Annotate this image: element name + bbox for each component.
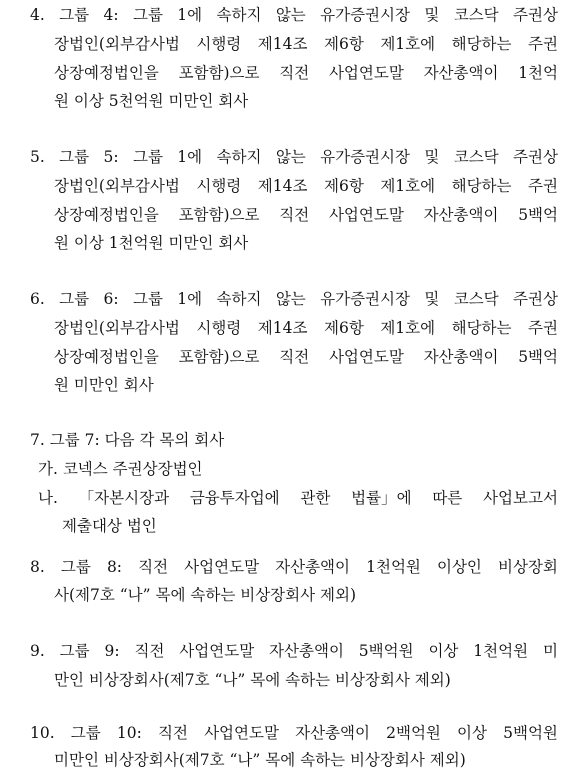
word: 사업연도말 [204, 724, 279, 742]
word: 주권 [528, 35, 558, 53]
text-line [54, 63, 558, 83]
text-line [38, 488, 558, 508]
word: 사업연도말 [328, 64, 404, 82]
word: 제14조 [257, 35, 308, 53]
word: 그룹 [132, 6, 163, 24]
word: 장법인(외부감사법 [54, 177, 180, 195]
word: 이상 [428, 642, 459, 660]
word: 자산총액이 [423, 348, 499, 366]
word: 직전 [279, 348, 310, 366]
word: 그룹 [60, 558, 91, 576]
text-line: 사(제7호 “나” 목에 속하는 비상장회사 제외) [54, 586, 357, 604]
word: 않는 [275, 148, 306, 166]
text-line: 원 미만인 회사 [54, 376, 154, 394]
text-line [30, 723, 558, 743]
word: 해당하는 [451, 35, 512, 53]
word: 4: [103, 6, 119, 24]
word: 1천억 [518, 64, 558, 82]
word: 않는 [275, 290, 306, 308]
word: 코스닥 [453, 290, 499, 308]
word: 5백억 [518, 348, 558, 366]
word: 그룹 [59, 290, 90, 308]
word: 않는 [275, 6, 306, 24]
word: 그룹 [59, 642, 90, 660]
word: 및 [424, 148, 440, 166]
word: 속하지 [216, 290, 262, 308]
word: 포함함)으로 [178, 206, 260, 224]
word: 사업보고서 [483, 489, 558, 507]
word: 4. [30, 6, 45, 24]
word: 5백억원 [503, 724, 558, 742]
word: 그룹 [132, 148, 163, 166]
word: 2백억원 [386, 724, 441, 742]
word: 그룹 [59, 6, 90, 24]
word: 법률」에 [351, 489, 412, 507]
word: 6. [30, 290, 45, 308]
word: 자산총액이 [269, 642, 344, 660]
word: 1천억원 [366, 558, 421, 576]
word: 10. [30, 724, 55, 742]
word: 코스닥 [453, 6, 499, 24]
word: 상장예정법인을 [54, 206, 159, 224]
text-line [30, 557, 558, 577]
word: 속하지 [216, 6, 262, 24]
word: 해당하는 [451, 319, 512, 337]
word: 5백억 [518, 206, 558, 224]
word: 사업연도말 [184, 558, 260, 576]
text-line [54, 205, 558, 225]
word: 9: [104, 642, 120, 660]
word: 속하지 [216, 148, 262, 166]
word: 「자본시장과 [78, 489, 170, 507]
word: 8. [30, 558, 45, 576]
word: 시행령 [196, 35, 242, 53]
word: 이상 [457, 724, 487, 742]
text-line: 만인 비상장회사(제7호 “나” 목에 속하는 비상장회사 제외) [54, 671, 451, 689]
word: 장법인(외부감사법 [54, 35, 180, 53]
word: 5백억원 [358, 642, 414, 660]
word: 6: [103, 290, 119, 308]
word: 주권상 [513, 290, 558, 308]
word: 시행령 [196, 177, 242, 195]
word: 10: [116, 724, 142, 742]
word: 상장예정법인을 [54, 64, 159, 82]
word: 제1호에 [380, 319, 436, 337]
text-line: 가. 코넥스 주권상장법인 [38, 460, 203, 478]
word: 따른 [432, 489, 463, 507]
word: 나. [38, 489, 58, 507]
word: 포함함)으로 [178, 64, 260, 82]
word: 주권 [528, 319, 558, 337]
word: 이상인 [436, 558, 482, 576]
word: 직전 [134, 642, 165, 660]
word: 제6항 [323, 319, 364, 337]
word: 코스닥 [453, 148, 499, 166]
text-line [30, 641, 558, 661]
word: 직전 [157, 724, 188, 742]
word: 유가증권시장 [320, 6, 410, 24]
word: 미 [542, 642, 558, 660]
word: 제1호에 [380, 177, 436, 195]
text-line: 원 이상 1천억원 미만인 회사 [54, 234, 249, 252]
word: 및 [424, 6, 440, 24]
text-line [54, 318, 558, 338]
word: 해당하는 [451, 177, 512, 195]
word: 자산총액이 [423, 206, 499, 224]
word: 비상장회 [498, 558, 558, 576]
word: 유가증권시장 [320, 290, 410, 308]
word: 포함함)으로 [178, 348, 260, 366]
word: 9. [30, 642, 45, 660]
word: 자산총액이 [423, 64, 499, 82]
text-line [54, 176, 558, 196]
word: 유가증권시장 [320, 148, 410, 166]
word: 1에 [177, 6, 203, 24]
word: 금융투자업에 [189, 489, 280, 507]
word: 직전 [138, 558, 169, 576]
text-line: 제출대상 법인 [62, 517, 157, 535]
text-line [54, 34, 558, 54]
word: 제6항 [323, 177, 364, 195]
word: 그룹 [70, 724, 101, 742]
text-line: 원 이상 5천억원 미만인 회사 [54, 92, 249, 110]
word: 사업연도말 [328, 206, 404, 224]
word: 1에 [177, 148, 203, 166]
word: 및 [424, 290, 440, 308]
text-line: 미만인 비상장회사(제7호 “나” 목에 속하는 비상장회사 제외) [54, 751, 466, 769]
text-line [30, 5, 558, 25]
word: 사업연도말 [179, 642, 255, 660]
word: 자산총액이 [295, 724, 370, 742]
word: 8: [106, 558, 123, 576]
word: 상장예정법인을 [54, 348, 159, 366]
word: 제14조 [257, 177, 308, 195]
word: 직전 [279, 64, 310, 82]
text-line [30, 289, 558, 309]
word: 주권 [528, 177, 558, 195]
word: 사업연도말 [328, 348, 404, 366]
word: 5. [30, 148, 45, 166]
word: 제14조 [257, 319, 308, 337]
word: 그룹 [132, 290, 163, 308]
word: 5: [103, 148, 119, 166]
word: 제1호에 [380, 35, 436, 53]
word: 주권상 [513, 6, 558, 24]
text-line: 7. 그룹 7: 다음 각 목의 회사 [30, 431, 225, 449]
word: 장법인(외부감사법 [54, 319, 180, 337]
text-line [30, 147, 558, 167]
word: 관한 [300, 489, 331, 507]
word: 주권상 [513, 148, 558, 166]
word: 제6항 [323, 35, 364, 53]
word: 그룹 [59, 148, 90, 166]
text-line [54, 347, 558, 367]
word: 시행령 [196, 319, 242, 337]
word: 자산총액이 [275, 558, 351, 576]
word: 직전 [279, 206, 310, 224]
word: 1에 [177, 290, 203, 308]
word: 1천억원 [473, 642, 529, 660]
